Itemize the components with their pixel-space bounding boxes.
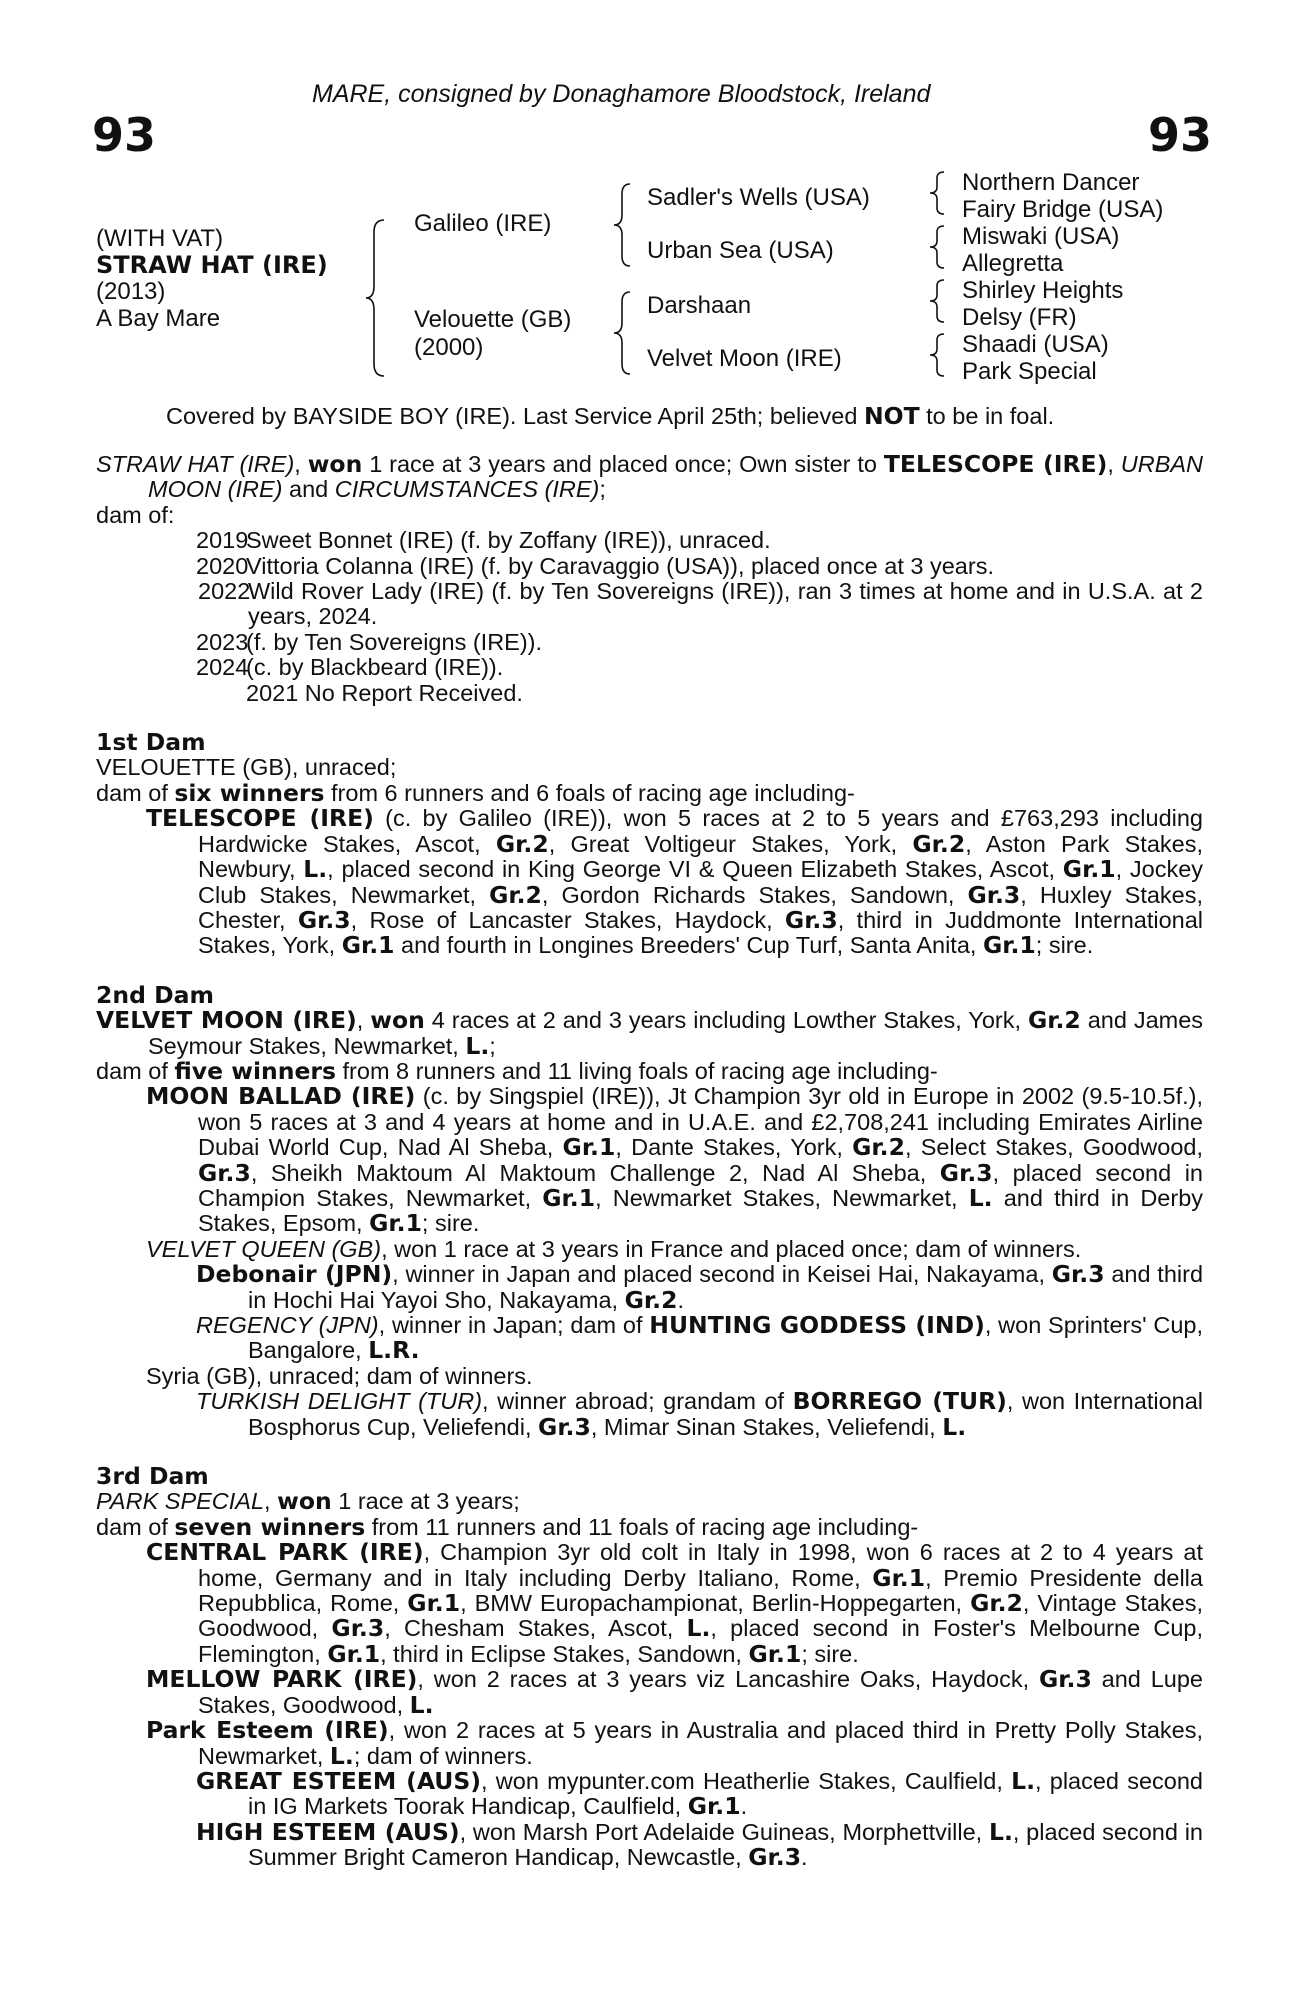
gg-7: Shaadi (USA) <box>962 331 1109 358</box>
vat-label: (WITH VAT) <box>96 225 224 252</box>
catalogue-body <box>96 452 1203 1871</box>
gg-6: Delsy (FR) <box>962 304 1077 331</box>
third-dam-heading: 3rd Dam <box>96 1462 209 1491</box>
intro-paragraph: STRAW HAT (IRE), won 1 race at 3 years and placed once; Own sister to TELESCOPE (IRE), URBAN MOON (IRE) and CIRCUMSTANCES (IRE); <box>96 450 1204 503</box>
dam-sire: Darshaan <box>647 292 752 319</box>
moon-ballad-entry: MOON BALLAD (IRE) (c. by Singspiel (IRE)), Jt Champion 3yr old in Europe in 2002 (9.5-10.5f.), won 5 races at 3 and 4 years at home and in U.A.E. and £2,708,241 including Emirates Airline Dubai World Cup, Nad Al Sheba, Gr.1, Dante Stakes, York, Gr.2, Select Stakes, Goodwood, Gr.3, Sheikh Maktoum Al Maktoum Challenge 2, Nad Al Sheba, Gr.3, placed second in Champion Stakes, Newmarket, Gr.1, Newmarket Stakes, Newmarket, L. and third in Derby Stakes, Epsom, Gr.1; sire. <box>146 1082 1204 1238</box>
produce-row: 2023(f. by Ten Sovereigns (IRE)). <box>196 628 543 655</box>
horse-year: (2013) <box>96 278 166 305</box>
regency-entry: REGENCY (JPN), winner in Japan; dam of HUNTING GODDESS (IND), won Sprinters' Cup, Bangalore, L.R. <box>196 1311 1204 1365</box>
third-dam-line: PARK SPECIAL, won 1 race at 3 years; <box>96 1487 520 1516</box>
sire-sire: Sadler's Wells (USA) <box>647 184 870 211</box>
syria-entry: Syria (GB), unraced; dam of winners. <box>146 1362 533 1389</box>
produce-row: 2020Vittoria Colanna (IRE) (f. by Caravaggio (USA)), placed once at 3 years. <box>196 552 994 579</box>
dam-name: Velouette (GB) <box>414 306 572 333</box>
gg-5: Shirley Heights <box>962 277 1124 304</box>
horse-name: STRAW HAT (IRE) <box>96 251 328 279</box>
brace-g2 <box>930 224 950 270</box>
third-dam-section <box>96 1464 1203 1871</box>
brace-g4 <box>930 332 950 378</box>
first-dam-section <box>96 730 1203 959</box>
gg-2: Fairy Bridge (USA) <box>962 196 1164 223</box>
brace-g3 <box>930 278 950 324</box>
debonair-entry: Debonair (JPN), winner in Japan and placed second in Keisei Hai, Nakayama, Gr.3 and third in Hochi Hai Yayoi Sho, Nakayama, Gr.2. <box>196 1260 1204 1314</box>
produce-row: 2019Sweet Bonnet (IRE) (f. by Zoffany (IRE)), unraced. <box>196 527 771 554</box>
lot-number-right: 93 <box>1148 108 1213 162</box>
lot-number-left: 93 <box>92 108 157 162</box>
telescope-entry: TELESCOPE (IRE) (c. by Galileo (IRE)), won 5 races at 2 to 5 years and £763,293 including Hardwicke Stakes, Ascot, Gr.2, Great Voltigeur Stakes, York, Gr.2, Aston Park Stakes, Newbury, L., placed second in King George VI & Queen Elizabeth Stakes, Ascot, Gr.1, Jockey Club Stakes, Newmarket, Gr.2, Gordon Richards Stakes, Sandown, Gr.3, Huxley Stakes, Chester, Gr.3, Rose of Lancaster Stakes, Haydock, Gr.3, third in Juddmonte International Stakes, York, Gr.1 and fourth in Longines Breeders' Cup Turf, Santa Anita, Gr.1; sire. <box>146 804 1204 960</box>
second-dam-heading: 2nd Dam <box>96 980 214 1009</box>
central-park-entry: CENTRAL PARK (IRE), Champion 3yr old colt in Italy in 1998, won 6 races at 2 to 4 years at home, Germany and in Italy including Derby Italiano, Rome, Gr.1, Premio Presidente della Repubblica, Rome, Gr.1, BMW Europachampionat, Berlin-Hoppegarten, Gr.2, Vintage Stakes, Goodwood, Gr.3, Chesham Stakes, Ascot, L., placed second in Foster's Melbourne Cup, Flemington, Gr.1, third in Eclipse Stakes, Sandown, Gr.1; sire. <box>146 1538 1204 1668</box>
turkish-delight-entry: TURKISH DELIGHT (TUR), winner abroad; grandam of BORREGO (TUR), won International Bosphorus Cup, Veliefendi, Gr.3, Mimar Sinan Stakes, Veliefendi, L. <box>196 1387 1204 1441</box>
brace-dam <box>614 290 638 376</box>
covered-line: Covered by BAYSIDE BOY (IRE). Last Service April 25th; believed NOT to be in foal. <box>166 402 1055 430</box>
brace-g1 <box>930 170 950 216</box>
velvet-queen-entry: VELVET QUEEN (GB), won 1 race at 3 years in France and placed once; dam of winners. <box>146 1235 1082 1262</box>
gg-3: Miswaki (USA) <box>962 223 1120 250</box>
mellow-park-entry: MELLOW PARK (IRE), won 2 races at 3 years viz Lancashire Oaks, Haydock, Gr.3 and Lupe Stakes, Goodwood, L. <box>146 1665 1203 1719</box>
gg-4: Allegretta <box>962 250 1064 277</box>
high-esteem-entry: HIGH ESTEEM (AUS), won Marsh Port Adelaide Guineas, Morphettville, L., placed second in Summer Bright Cameron Handicap, Newcastle, Gr.3. <box>196 1817 1203 1872</box>
first-dam-heading: 1st Dam <box>96 728 206 757</box>
second-dam-produce-summary: dam of five winners from 8 runners and 11 living foals of racing age including- <box>96 1056 938 1085</box>
brace-sire <box>614 182 638 268</box>
second-dam-section <box>96 980 1204 1441</box>
brace-main <box>366 218 390 378</box>
consignment-line: MARE, consigned by Donaghamore Bloodstock, Ireland <box>312 80 931 108</box>
produce-row: 2022Wild Rover Lady (IRE) (f. by Ten Sovereigns (IRE)), ran 3 times at home and in U.S.A. at 2 years, 2024. <box>198 578 1203 630</box>
dam-of-label: dam of: <box>96 501 175 528</box>
gg-8: Park Special <box>962 358 1097 385</box>
park-esteem-entry: Park Esteem (IRE), won 2 races at 5 years in Australia and placed third in Pretty Polly Stakes, Newmarket, L.; dam of winners. <box>146 1716 1203 1770</box>
first-dam-line: VELOUETTE (GB), unraced; <box>96 754 397 781</box>
sire-dam: Urban Sea (USA) <box>647 237 834 264</box>
second-dam-line: VELVET MOON (IRE), won 4 races at 2 and 3 years including Lowther Stakes, York, Gr.2 and James Seymour Stakes, Newmarket, L.; <box>96 1006 1204 1060</box>
no-report-line: 2021 No Report Received. <box>246 679 523 706</box>
first-dam-produce-summary: dam of six winners from 6 runners and 6 foals of racing age including- <box>96 778 855 807</box>
horse-description: A Bay Mare <box>96 305 221 332</box>
gg-1: Northern Dancer <box>962 169 1140 196</box>
dam-year: (2000) <box>414 334 484 361</box>
intro-section <box>96 452 1203 706</box>
third-dam-produce-summary: dam of seven winners from 11 runners and 11 foals of racing age including- <box>96 1512 919 1541</box>
dam-dam: Velvet Moon (IRE) <box>647 345 842 372</box>
sire-name: Galileo (IRE) <box>414 210 552 237</box>
produce-row: 2024(c. by Blackbeard (IRE)). <box>196 654 504 681</box>
great-esteem-entry: GREAT ESTEEM (AUS), won mypunter.com Heatherlie Stakes, Caulfield, L., placed second in IG Markets Toorak Handicap, Caulfield, Gr.1. <box>196 1766 1204 1821</box>
